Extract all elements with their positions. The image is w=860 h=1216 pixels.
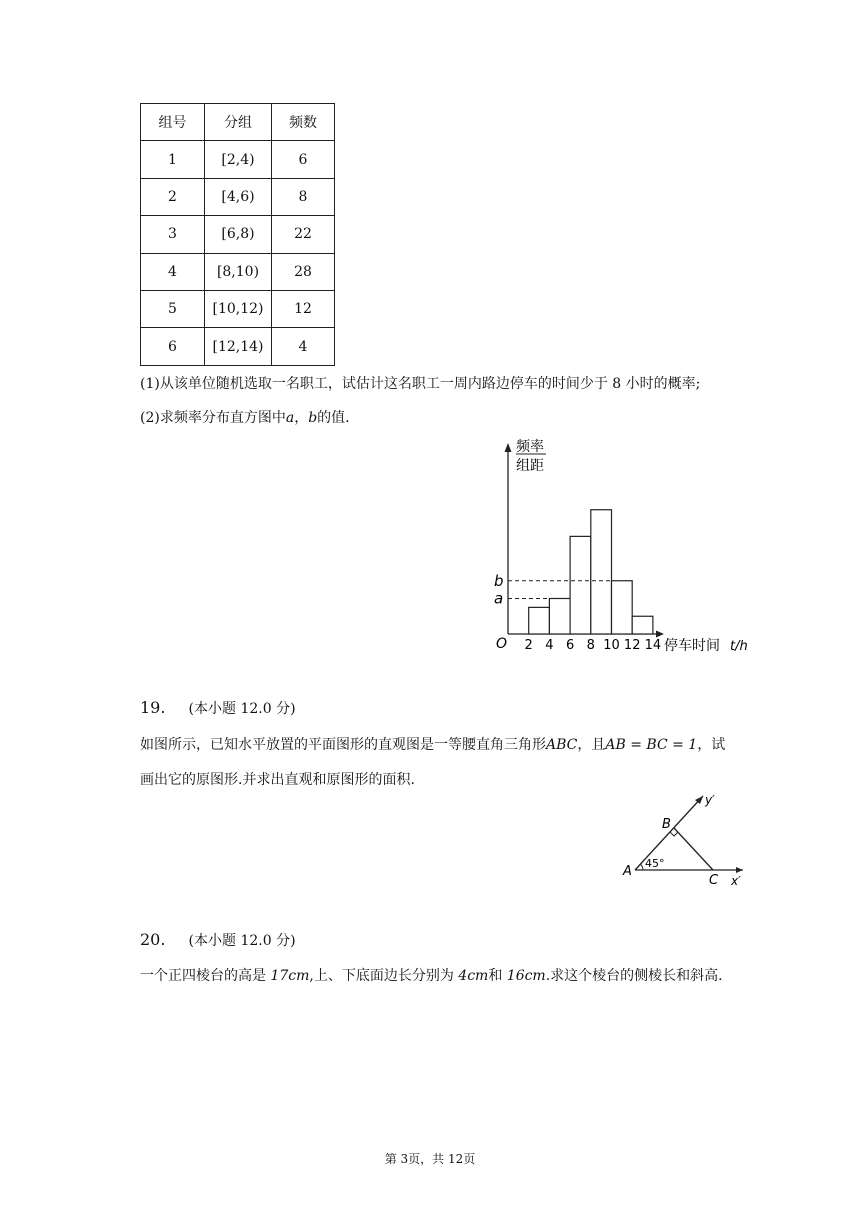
q20-number: 20. <box>140 930 166 949</box>
q19-heading <box>140 698 296 718</box>
table-cell: [4,6) <box>205 178 272 215</box>
q19-line1 <box>140 735 725 755</box>
table-cell: 4 <box>272 328 335 365</box>
q20-math: 17cm <box>270 968 310 984</box>
q19-line2: 画出它的原图形.并求出直观和原图形的面积. <box>140 772 415 788</box>
table-cell: [12,14) <box>205 328 272 365</box>
page-footer: 第 3页，共 12页 <box>384 1152 476 1166</box>
q20-header: (本小题 12.0 分) <box>188 933 296 949</box>
x-tick-label: 12 <box>623 638 641 653</box>
triangle-figure <box>615 790 755 890</box>
table-cell: 22 <box>272 216 335 253</box>
var-b: b <box>308 410 318 426</box>
frequency-histogram <box>490 436 755 658</box>
histogram-bar <box>549 599 570 635</box>
q20-math: 4cm <box>458 968 489 984</box>
label-y: y′ <box>705 793 715 807</box>
table-row <box>141 178 335 215</box>
q20-text: 一个正四棱台的高是 <box>140 968 271 984</box>
histogram-bar <box>632 616 653 634</box>
angle-arc <box>640 864 643 870</box>
histogram-bar <box>570 536 591 634</box>
label-c: C <box>709 873 719 888</box>
y-label-denominator: 组距 <box>516 458 544 474</box>
reference-label: b <box>494 571 504 590</box>
x-axis-arrow-icon <box>656 631 664 638</box>
q19-text: ，且 <box>577 737 606 753</box>
q20-text: 和 <box>488 968 507 984</box>
q19-text: 如图所示，已知水平放置的平面图形的直观图是一等腰直角三角形 <box>140 737 546 753</box>
label-a: A <box>623 864 632 879</box>
table-row <box>141 328 335 365</box>
table-row <box>141 290 335 327</box>
table-cell: 4 <box>141 253 205 290</box>
table-row <box>141 216 335 253</box>
x-tick-label: 8 <box>586 638 595 653</box>
x-tick-label: 4 <box>545 638 554 653</box>
label-b: B <box>662 817 671 832</box>
x-axis-unit: t/h <box>730 639 748 654</box>
table-header-row <box>141 104 335 141</box>
table-cell: 12 <box>272 290 335 327</box>
origin-label: O <box>496 636 508 652</box>
x-axis-label: 停车时间 <box>664 638 720 654</box>
q20-body <box>140 966 723 986</box>
table-cell: 6 <box>272 141 335 178</box>
q20-math: 16cm <box>506 968 546 984</box>
y-axis-arrow-icon <box>505 443 512 452</box>
table-cell: [8,10) <box>205 253 272 290</box>
table-cell: 3 <box>141 216 205 253</box>
table-cell: 28 <box>272 253 335 290</box>
var-a: a <box>285 410 295 426</box>
table-cell: 8 <box>272 178 335 215</box>
y-label-numerator: 频率 <box>516 439 544 455</box>
table-cell: [6,8) <box>205 216 272 253</box>
right-angle-mark <box>670 832 678 836</box>
q18-part2 <box>140 408 350 428</box>
q20-text: .求这个棱台的侧棱长和斜高. <box>545 968 723 984</box>
x-arrow-icon <box>736 867 743 873</box>
table-cell: 1 <box>141 141 205 178</box>
table-cell: 6 <box>141 328 205 365</box>
q20-heading <box>140 930 296 950</box>
side-bc <box>674 828 713 870</box>
q19-number: 19. <box>140 698 166 717</box>
table-row <box>141 253 335 290</box>
q18-part2-text: (2)求频率分布直方图中 <box>140 410 286 426</box>
table-cell: [10,12) <box>205 290 272 327</box>
histogram-bar <box>529 607 550 634</box>
histogram-bar <box>612 581 633 634</box>
comma: ， <box>294 410 309 426</box>
q19-math-eq: AB = BC = 1 <box>605 737 698 753</box>
histogram-bar <box>591 510 612 634</box>
label-angle: 45° <box>645 857 665 870</box>
table-header-cell: 分组 <box>205 104 272 141</box>
q19-math-abc: ABC <box>546 737 578 753</box>
q19-header: (本小题 12.0 分) <box>188 701 296 717</box>
frequency-table <box>140 103 335 366</box>
x-tick-label: 2 <box>524 638 533 653</box>
q18-part2-end: 的值. <box>317 410 350 426</box>
table-header-cell: 组号 <box>141 104 205 141</box>
reference-label: a <box>494 589 504 608</box>
q20-text: ,上、下底面边长分别为 <box>309 968 459 984</box>
q18-part1: (1)从该单位随机选取一名职工，试估计这名职工一周内路边停车的时间少于 8 小时的概率; <box>140 376 701 392</box>
x-tick-label: 10 <box>603 638 620 653</box>
label-x: x′ <box>731 874 741 888</box>
table-cell: 5 <box>141 290 205 327</box>
x-tick-label: 14 <box>644 638 662 653</box>
table-cell: 2 <box>141 178 205 215</box>
x-tick-label: 6 <box>565 638 575 653</box>
table-row <box>141 141 335 178</box>
q19-text: ，试 <box>697 737 726 753</box>
table-cell: [2,4) <box>205 141 272 178</box>
table-header-cell: 频数 <box>272 104 335 141</box>
